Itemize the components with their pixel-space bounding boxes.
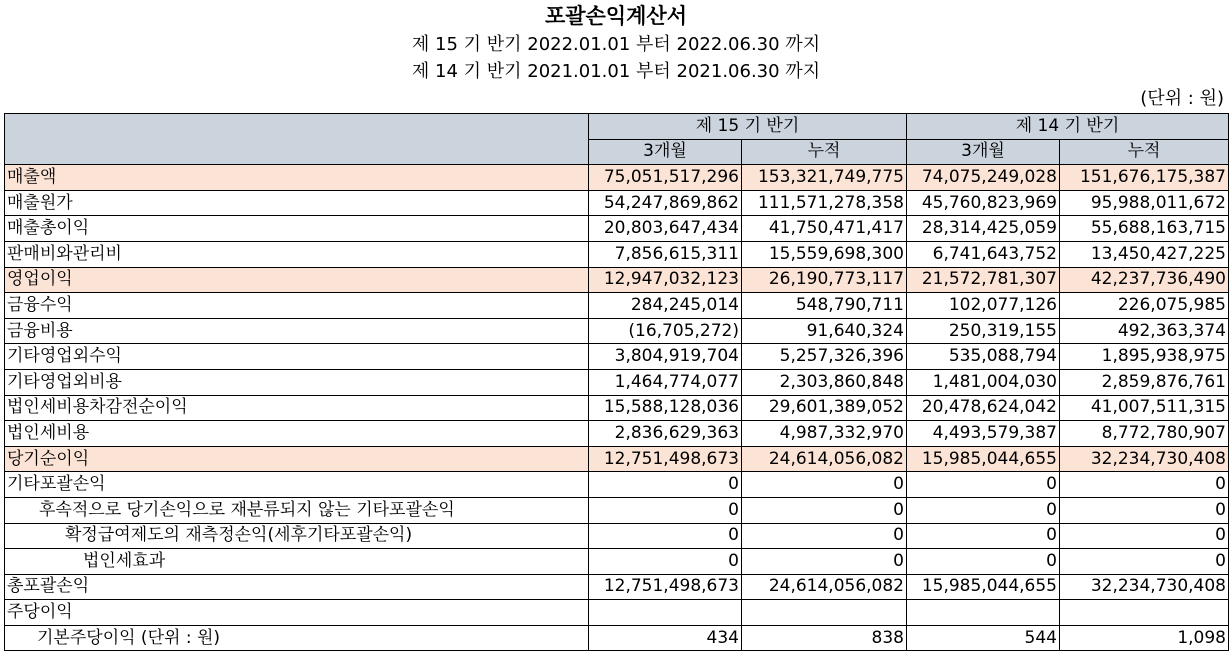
row-value: 1,464,774,077 (589, 369, 742, 395)
row-value: 0 (589, 497, 742, 523)
table-row (5, 369, 1229, 395)
row-value: 4,987,332,970 (742, 421, 907, 447)
row-label: 금융비용 (5, 318, 589, 344)
row-value: 26,190,773,117 (742, 267, 907, 293)
table-row (5, 497, 1229, 523)
row-label: 법인세비용 (5, 421, 589, 447)
row-value (742, 600, 907, 626)
row-value (589, 600, 742, 626)
table-row (5, 625, 1229, 651)
row-value: 4,493,579,387 (907, 421, 1060, 447)
row-value: 284,245,014 (589, 293, 742, 319)
row-label: 기타영업외비용 (5, 369, 589, 395)
row-value: 45,760,823,969 (907, 190, 1060, 216)
period-current: 제 15 기 반기 2022.01.01 부터 2022.06.30 까지 (411, 34, 821, 55)
table-row (5, 574, 1229, 600)
row-value: 20,803,647,434 (589, 216, 742, 242)
row-value: 8,772,780,907 (1060, 421, 1229, 447)
header-current-3m: 3개월 (589, 139, 742, 165)
row-value: 91,640,324 (742, 318, 907, 344)
row-value: 102,077,126 (907, 293, 1060, 319)
table-row (5, 165, 1229, 191)
unit-label: (단위 : 원) (1140, 88, 1224, 109)
table-row (5, 523, 1229, 549)
row-value: 544 (907, 625, 1060, 651)
row-label: 매출원가 (5, 190, 589, 216)
row-value: 0 (907, 472, 1060, 498)
row-value: 0 (742, 472, 907, 498)
table-row (5, 190, 1229, 216)
row-value: 838 (742, 625, 907, 651)
row-value: 0 (742, 497, 907, 523)
row-value: 20,478,624,042 (907, 395, 1060, 421)
row-value: 12,751,498,673 (589, 446, 742, 472)
row-value: 41,750,471,417 (742, 216, 907, 242)
row-label: 후속적으로 당기손익으로 재분류되지 않는 기타포괄손익 (5, 497, 589, 523)
row-value: 0 (907, 497, 1060, 523)
row-label: 매출액 (5, 165, 589, 191)
row-value: (16,705,272) (589, 318, 742, 344)
table-row (5, 216, 1229, 242)
row-label: 당기순이익 (5, 446, 589, 472)
header-prior-cumulative: 누적 (1060, 139, 1229, 165)
table-row (5, 446, 1229, 472)
row-label: 영업이익 (5, 267, 589, 293)
row-value: 2,859,876,761 (1060, 369, 1229, 395)
header-period-current: 제 15 기 반기 (589, 114, 907, 140)
row-value: 0 (1060, 472, 1229, 498)
row-label: 법인세효과 (5, 549, 589, 575)
table-row (5, 472, 1229, 498)
row-value: 0 (742, 549, 907, 575)
row-value: 3,804,919,704 (589, 344, 742, 370)
table-row (5, 241, 1229, 267)
row-value: 13,450,427,225 (1060, 241, 1229, 267)
row-value (907, 600, 1060, 626)
row-value: 0 (589, 549, 742, 575)
row-label: 매출총이익 (5, 216, 589, 242)
row-value: 29,601,389,052 (742, 395, 907, 421)
header-prior-3m: 3개월 (907, 139, 1060, 165)
row-value: 12,751,498,673 (589, 574, 742, 600)
row-value: 75,051,517,296 (589, 165, 742, 191)
row-value: 0 (1060, 523, 1229, 549)
row-value: 492,363,374 (1060, 318, 1229, 344)
header-blank (5, 114, 589, 165)
row-value: 15,985,044,655 (907, 446, 1060, 472)
row-value: 1,098 (1060, 625, 1229, 651)
row-label: 금융수익 (5, 293, 589, 319)
row-value: 95,988,011,672 (1060, 190, 1229, 216)
table-row (5, 549, 1229, 575)
row-label: 기본주당이익 (단위 : 원) (5, 625, 589, 651)
row-value: 250,319,155 (907, 318, 1060, 344)
document-title: 포괄손익계산서 (544, 4, 687, 28)
row-label: 총포괄손익 (5, 574, 589, 600)
row-value: 7,856,615,311 (589, 241, 742, 267)
row-value: 15,559,698,300 (742, 241, 907, 267)
row-value: 2,303,860,848 (742, 369, 907, 395)
row-value: 21,572,781,307 (907, 267, 1060, 293)
table-row (5, 421, 1229, 447)
table-row (5, 293, 1229, 319)
header-period-prior: 제 14 기 반기 (907, 114, 1229, 140)
row-value: 41,007,511,315 (1060, 395, 1229, 421)
row-value: 1,481,004,030 (907, 369, 1060, 395)
row-value: 0 (1060, 549, 1229, 575)
row-value: 0 (589, 472, 742, 498)
table-row (5, 318, 1229, 344)
header-row-period (5, 114, 1229, 140)
row-value: 74,075,249,028 (907, 165, 1060, 191)
row-value: 42,237,736,490 (1060, 267, 1229, 293)
income-statement-table (4, 113, 1229, 651)
row-label: 법인세비용차감전순이익 (5, 395, 589, 421)
row-value: 24,614,056,082 (742, 574, 907, 600)
row-value: 1,895,938,975 (1060, 344, 1229, 370)
row-label: 기타포괄손익 (5, 472, 589, 498)
table-row (5, 344, 1229, 370)
row-value: 0 (907, 523, 1060, 549)
row-value: 535,088,794 (907, 344, 1060, 370)
table-row (5, 600, 1229, 626)
row-value: 151,676,175,387 (1060, 165, 1229, 191)
row-value: 434 (589, 625, 742, 651)
row-value: 0 (907, 549, 1060, 575)
row-value: 111,571,278,358 (742, 190, 907, 216)
row-value: 24,614,056,082 (742, 446, 907, 472)
row-value: 0 (1060, 497, 1229, 523)
row-value: 32,234,730,408 (1060, 574, 1229, 600)
row-value: 12,947,032,123 (589, 267, 742, 293)
row-value: 0 (589, 523, 742, 549)
row-value: 54,247,869,862 (589, 190, 742, 216)
row-label: 확정급여제도의 재측정손익(세후기타포괄손익) (5, 523, 589, 549)
row-value: 15,588,128,036 (589, 395, 742, 421)
row-value: 153,321,749,775 (742, 165, 907, 191)
row-value: 15,985,044,655 (907, 574, 1060, 600)
row-value: 548,790,711 (742, 293, 907, 319)
period-prior: 제 14 기 반기 2021.01.01 부터 2021.06.30 까지 (411, 61, 821, 82)
row-value: 5,257,326,396 (742, 344, 907, 370)
row-value: 32,234,730,408 (1060, 446, 1229, 472)
row-label: 기타영업외수익 (5, 344, 589, 370)
row-value: 226,075,985 (1060, 293, 1229, 319)
row-value: 6,741,643,752 (907, 241, 1060, 267)
row-label: 주당이익 (5, 600, 589, 626)
row-value: 55,688,163,715 (1060, 216, 1229, 242)
table-row (5, 267, 1229, 293)
table-row (5, 395, 1229, 421)
row-label: 판매비와관리비 (5, 241, 589, 267)
header-current-cumulative: 누적 (742, 139, 907, 165)
row-value: 2,836,629,363 (589, 421, 742, 447)
row-value (1060, 600, 1229, 626)
row-value: 0 (742, 523, 907, 549)
row-value: 28,314,425,059 (907, 216, 1060, 242)
